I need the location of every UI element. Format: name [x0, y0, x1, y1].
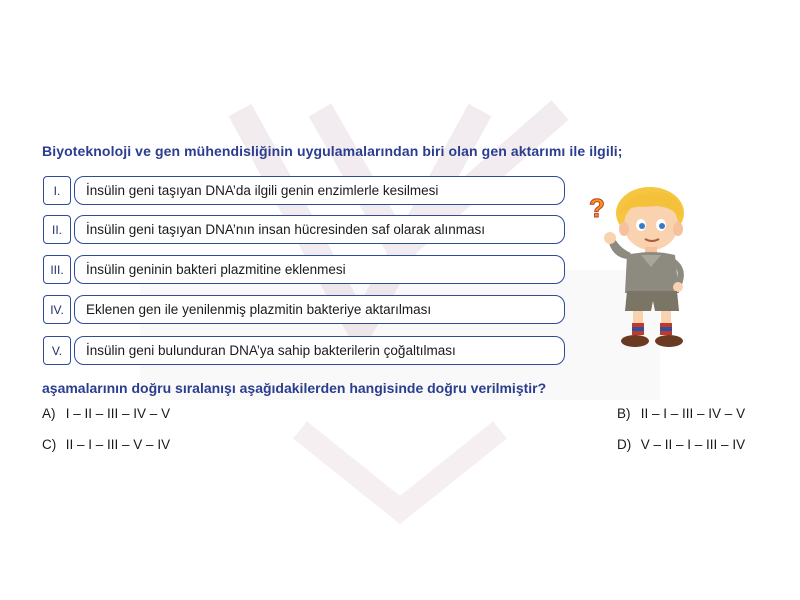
option-c[interactable] — [42, 437, 170, 452]
option-d[interactable] — [617, 437, 745, 452]
step-text: İnsülin geni taşıyan DNA’nın insan hücresinden saf olarak alınması — [74, 215, 565, 244]
step-text: Eklenen gen ile yenilenmiş plazmitin bakteriye aktarılması — [74, 295, 565, 324]
option-text: II – I – III – V – IV — [65, 437, 171, 452]
step-number: II. — [43, 215, 71, 244]
step-number: I. — [43, 176, 71, 205]
option-text: V – II – I – III – IV — [640, 437, 746, 452]
question-mark-icon: ? — [589, 193, 605, 223]
question-prompt: aşamalarının doğru sıralanışı aşağıdakilerden hangisinde doğru verilmiştir? — [42, 380, 547, 396]
option-text: II – I – III – IV – V — [640, 406, 746, 421]
step-item-3 — [43, 255, 565, 284]
step-text: İnsülin geni taşıyan DNA’da ilgili genin enzimlerle kesilmesi — [74, 176, 565, 205]
step-number: IV. — [43, 295, 71, 324]
option-text: I – II – III – IV – V — [65, 406, 171, 421]
step-item-4 — [43, 295, 565, 324]
option-a[interactable] — [42, 406, 170, 421]
step-text: İnsülin geni bulunduran DNA’ya sahip bakterilerin çoğaltılması — [74, 336, 565, 365]
option-label: C) — [42, 437, 57, 452]
step-number: V. — [43, 336, 71, 365]
step-item-2 — [43, 215, 565, 244]
step-number: III. — [43, 255, 71, 284]
question-stem: Biyoteknoloji ve gen mühendisliğinin uygulamalarından biri olan gen aktarımı ile ilgili; — [42, 143, 623, 159]
step-item-5 — [43, 336, 565, 365]
step-item-1 — [43, 176, 565, 205]
option-label: B) — [617, 406, 631, 421]
option-b[interactable] — [617, 406, 745, 421]
thinking-boy-icon — [575, 183, 715, 353]
option-label: D) — [617, 437, 632, 452]
option-label: A) — [42, 406, 56, 421]
step-text: İnsülin geninin bakteri plazmitine eklenmesi — [74, 255, 565, 284]
